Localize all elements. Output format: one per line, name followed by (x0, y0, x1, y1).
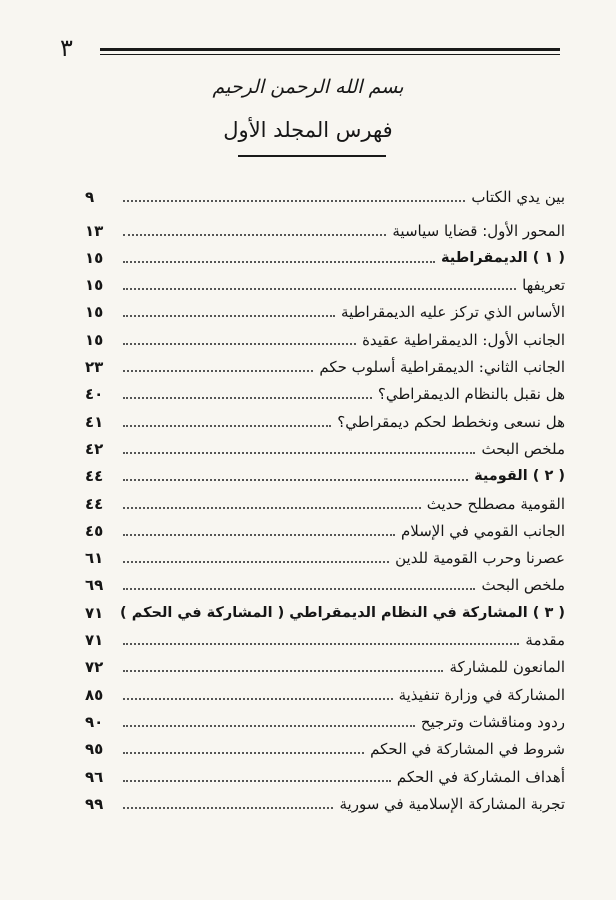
toc-entry (85, 322, 565, 349)
table-of-contents (85, 180, 565, 814)
toc-entry (85, 541, 565, 568)
title-underline (238, 155, 386, 157)
dot-leader (123, 561, 389, 563)
toc-entry-page-number: ١٥ (85, 303, 104, 322)
toc-entry-page-number: ٤٤ (85, 467, 104, 486)
toc-entry-page-number: ٩٩ (85, 794, 104, 813)
header-rule (100, 48, 560, 51)
toc-entry (85, 486, 565, 513)
toc-entry-title: المشاركة في وزارة تنفيذية (398, 685, 565, 704)
toc-entry (85, 295, 565, 322)
toc-entry-page-number: ٩٠ (85, 712, 104, 731)
dot-leader (123, 534, 395, 536)
dot-leader (123, 370, 313, 372)
dot-leader (123, 452, 475, 454)
toc-entry-title: ( ١ ) الديمقراطية (440, 249, 565, 266)
toc-entry-title: المحور الأول: قضايا سياسية (392, 221, 565, 240)
toc-entry (85, 759, 565, 786)
toc-entry-title: ملخص البحث (481, 576, 565, 595)
dot-leader (123, 288, 516, 290)
dot-leader (123, 643, 519, 645)
toc-entry-title: ملخص البحث (481, 439, 565, 458)
toc-entry (85, 268, 565, 295)
toc-entry-page-number: ٧١ (85, 631, 104, 650)
dot-leader (123, 479, 468, 481)
toc-entry-page-number: ٨٥ (85, 685, 104, 704)
toc-entry-page-number: ٧٢ (85, 658, 104, 677)
toc-entry (85, 180, 565, 207)
toc-entry (85, 350, 565, 377)
toc-entry-page-number: ١٥ (85, 276, 104, 295)
toc-entry-page-number: ٤٤ (85, 494, 104, 513)
toc-entry-title: الجانب الثاني: الديمقراطية أسلوب حكم (319, 358, 565, 377)
dot-leader (123, 343, 356, 345)
toc-entry-page-number: ٤٥ (85, 521, 104, 540)
toc-entry-title: ( ٢ ) القومية (474, 468, 565, 485)
toc-entry-title: بين يدي الكتاب (471, 188, 565, 207)
toc-entry-page-number: ٩٦ (85, 767, 104, 786)
toc-entry-page-number: ٤١ (85, 412, 104, 431)
toc-entry (85, 377, 565, 404)
toc-entry-title: عصرنا وحرب القومية للدين (395, 549, 565, 568)
toc-entry-title: شروط في المشاركة في الحكم (370, 740, 565, 759)
toc-entry-title: مقدمة (525, 631, 565, 650)
toc-entry (85, 432, 565, 459)
toc-entry (85, 404, 565, 431)
toc-entry-title: الجانب الأول: الديمقراطية عقيدة (362, 330, 565, 349)
toc-entry (85, 650, 565, 677)
toc-entry-title: ردود ومناقشات وترجيح (420, 712, 565, 731)
toc-entry-title: هل نقبل بالنظام الديمقراطي؟ (377, 385, 565, 404)
page-title: فهرس المجلد الأول (223, 118, 393, 142)
dot-leader (123, 588, 475, 590)
toc-entry (85, 568, 565, 595)
dot-leader (123, 725, 415, 727)
toc-entry-page-number: ٩٥ (85, 740, 104, 759)
toc-entry-title: الجانب القومي في الإسلام (400, 521, 565, 540)
toc-entry-title: تعريفها (522, 276, 565, 295)
toc-entry-title: ( ٣ ) المشاركة في النظام الديمقراطي ( المشاركة في الحكم ) (120, 604, 565, 621)
toc-entry (85, 459, 565, 486)
dot-leader (123, 425, 331, 427)
toc-entry-page-number: ٦١ (85, 549, 104, 568)
toc-entry-page-number: ١٥ (85, 330, 104, 349)
toc-entry-title: الأساس الذي تركز عليه الديمقراطية (341, 303, 565, 322)
toc-entry-page-number: ٦٩ (85, 576, 104, 595)
toc-entry-title: هل نسعى ونخطط لحكم ديمقراطي؟ (337, 412, 565, 431)
basmala-calligraphy: بسم الله الرحمن الرحيم (212, 76, 404, 98)
toc-entry-page-number: ٢٣ (85, 358, 104, 377)
dot-leader (123, 752, 364, 754)
dot-leader (123, 780, 391, 782)
toc-entry-title: المانعون للمشاركة (449, 658, 565, 677)
page-number: ٣ (60, 34, 73, 62)
toc-entry-page-number: ٤٠ (85, 385, 104, 404)
dot-leader (123, 807, 333, 809)
dot-leader (123, 698, 393, 700)
dot-leader (123, 670, 443, 672)
toc-entry-page-number: ٧١ (85, 603, 104, 622)
toc-entry-title: القومية مصطلح حديث (426, 494, 565, 513)
toc-entry (85, 623, 565, 650)
dot-leader (123, 234, 386, 236)
dot-leader (123, 397, 372, 399)
toc-entry (85, 595, 565, 622)
toc-entry (85, 787, 565, 814)
toc-entry (85, 732, 565, 759)
toc-entry-page-number: ٩ (85, 188, 95, 207)
toc-entry (85, 677, 565, 704)
toc-entry-page-number: ١٥ (85, 248, 104, 267)
toc-entry-page-number: ١٣ (85, 221, 104, 240)
toc-entry (85, 241, 565, 268)
dot-leader (123, 507, 421, 509)
dot-leader (123, 261, 435, 263)
toc-entry-title: تجربة المشاركة الإسلامية في سورية (339, 794, 565, 813)
dot-leader (123, 315, 335, 317)
toc-entry (85, 514, 565, 541)
toc-entry (85, 705, 565, 732)
dot-leader (123, 200, 465, 202)
toc-entry (85, 213, 565, 240)
toc-entry-title: أهداف المشاركة في الحكم (396, 767, 565, 786)
toc-entry-page-number: ٤٢ (85, 439, 104, 458)
